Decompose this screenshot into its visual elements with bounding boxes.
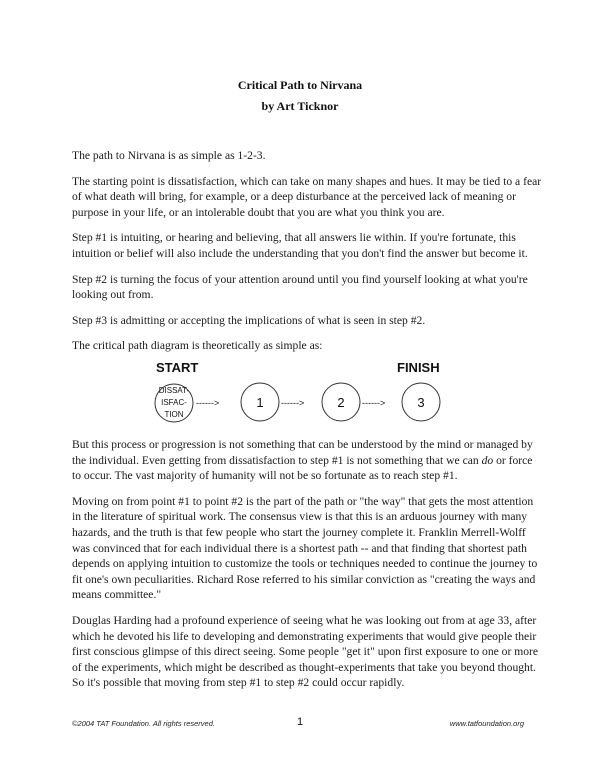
start-label: START xyxy=(156,360,199,375)
paragraph-text: or force to occur. The vast majority of humanity will not be so fortunate as to reach step #1. xyxy=(72,453,533,483)
page-number: 1 xyxy=(296,716,304,728)
arrow: ------> xyxy=(281,398,305,408)
paragraph-text: But this process or progression is not something that can be understood by the mind or managed by the individual. Even getting from dissatisfaction to step #1 is not something that we can xyxy=(72,438,533,467)
step-node-label: 3 xyxy=(417,395,425,410)
body-section-1 xyxy=(72,148,542,364)
document-title: Critical Path to Nirvana xyxy=(237,78,363,92)
finish-label: FINISH xyxy=(397,360,440,375)
paragraph: Step #1 is intuiting, or hearing and believing, that all answers lie within. If you're fortunate, this intuition or belief will also include the understanding that you don't find the answer but become it. xyxy=(72,231,528,260)
step-node-label: 2 xyxy=(337,395,345,410)
start-node-line: DISSAT- xyxy=(158,386,190,395)
paragraph: The critical path diagram is theoretically as simple as: xyxy=(72,339,323,353)
footer-copyright: ©2004 TAT Foundation. All rights reserved. xyxy=(72,719,215,728)
arrow: ------> xyxy=(196,398,220,408)
paragraph: Douglas Harding had a profound experience of seeing what he was looking out from at age 33, after which he devoted his life to developing and demonstrating experiments that would give people their first conscious glimpse of this direct seeing. Some people "get it" upon first exposure to one or more of the experiments, which might be described as thought-experiments that take you beyond thought. So it's possible that moving from step #1 to step #2 could occur rapidly. xyxy=(72,613,539,690)
paragraph: The starting point is dissatisfaction, which can take on many shapes and hues. It may be tied to a fear of what death will bring, for example, or a deep disturbance at the perceived lack of meaning or purpose in your life, or an intolerable doubt that you are what you think you are. xyxy=(72,174,542,219)
paragraph: Moving on from point #1 to point #2 is the part of the path or "the way" that gets the most attention in the literature of spiritual work. The consensus view is that this is an arduous journey with many hazards, and the truth is that few people who start the journey complete it. Franklin Merrell-Wolff was convinced that for each individual there is a shortest path -- and that finding that shortest path depends on applying intuition to customize the tools or techniques needed to continue the journey to fit one's own peculiarities. Richard Rose referred to his similar conviction as "creating the ways and means committee." xyxy=(72,494,538,602)
step-node-label: 1 xyxy=(256,395,264,410)
arrow: ------> xyxy=(362,398,386,408)
paragraph: Step #2 is turning the focus of your attention around until you find yourself looking at what you're looking out from. xyxy=(72,272,528,302)
critical-path-diagram xyxy=(154,358,454,432)
start-node-line: TION xyxy=(164,410,184,419)
emphasis-text: do xyxy=(481,453,494,467)
document-author: by Art Ticknor xyxy=(261,99,339,113)
body-section-2 xyxy=(72,437,542,701)
paragraph xyxy=(72,437,542,484)
footer-website: www.tatfoundation.org xyxy=(449,719,524,728)
start-node-line: ISFAC- xyxy=(161,398,187,407)
paragraph: The path to Nirvana is as simple as 1-2-3. xyxy=(72,149,266,162)
paragraph: Step #3 is admitting or accepting the implications of what is seen in step #2. xyxy=(72,313,426,327)
